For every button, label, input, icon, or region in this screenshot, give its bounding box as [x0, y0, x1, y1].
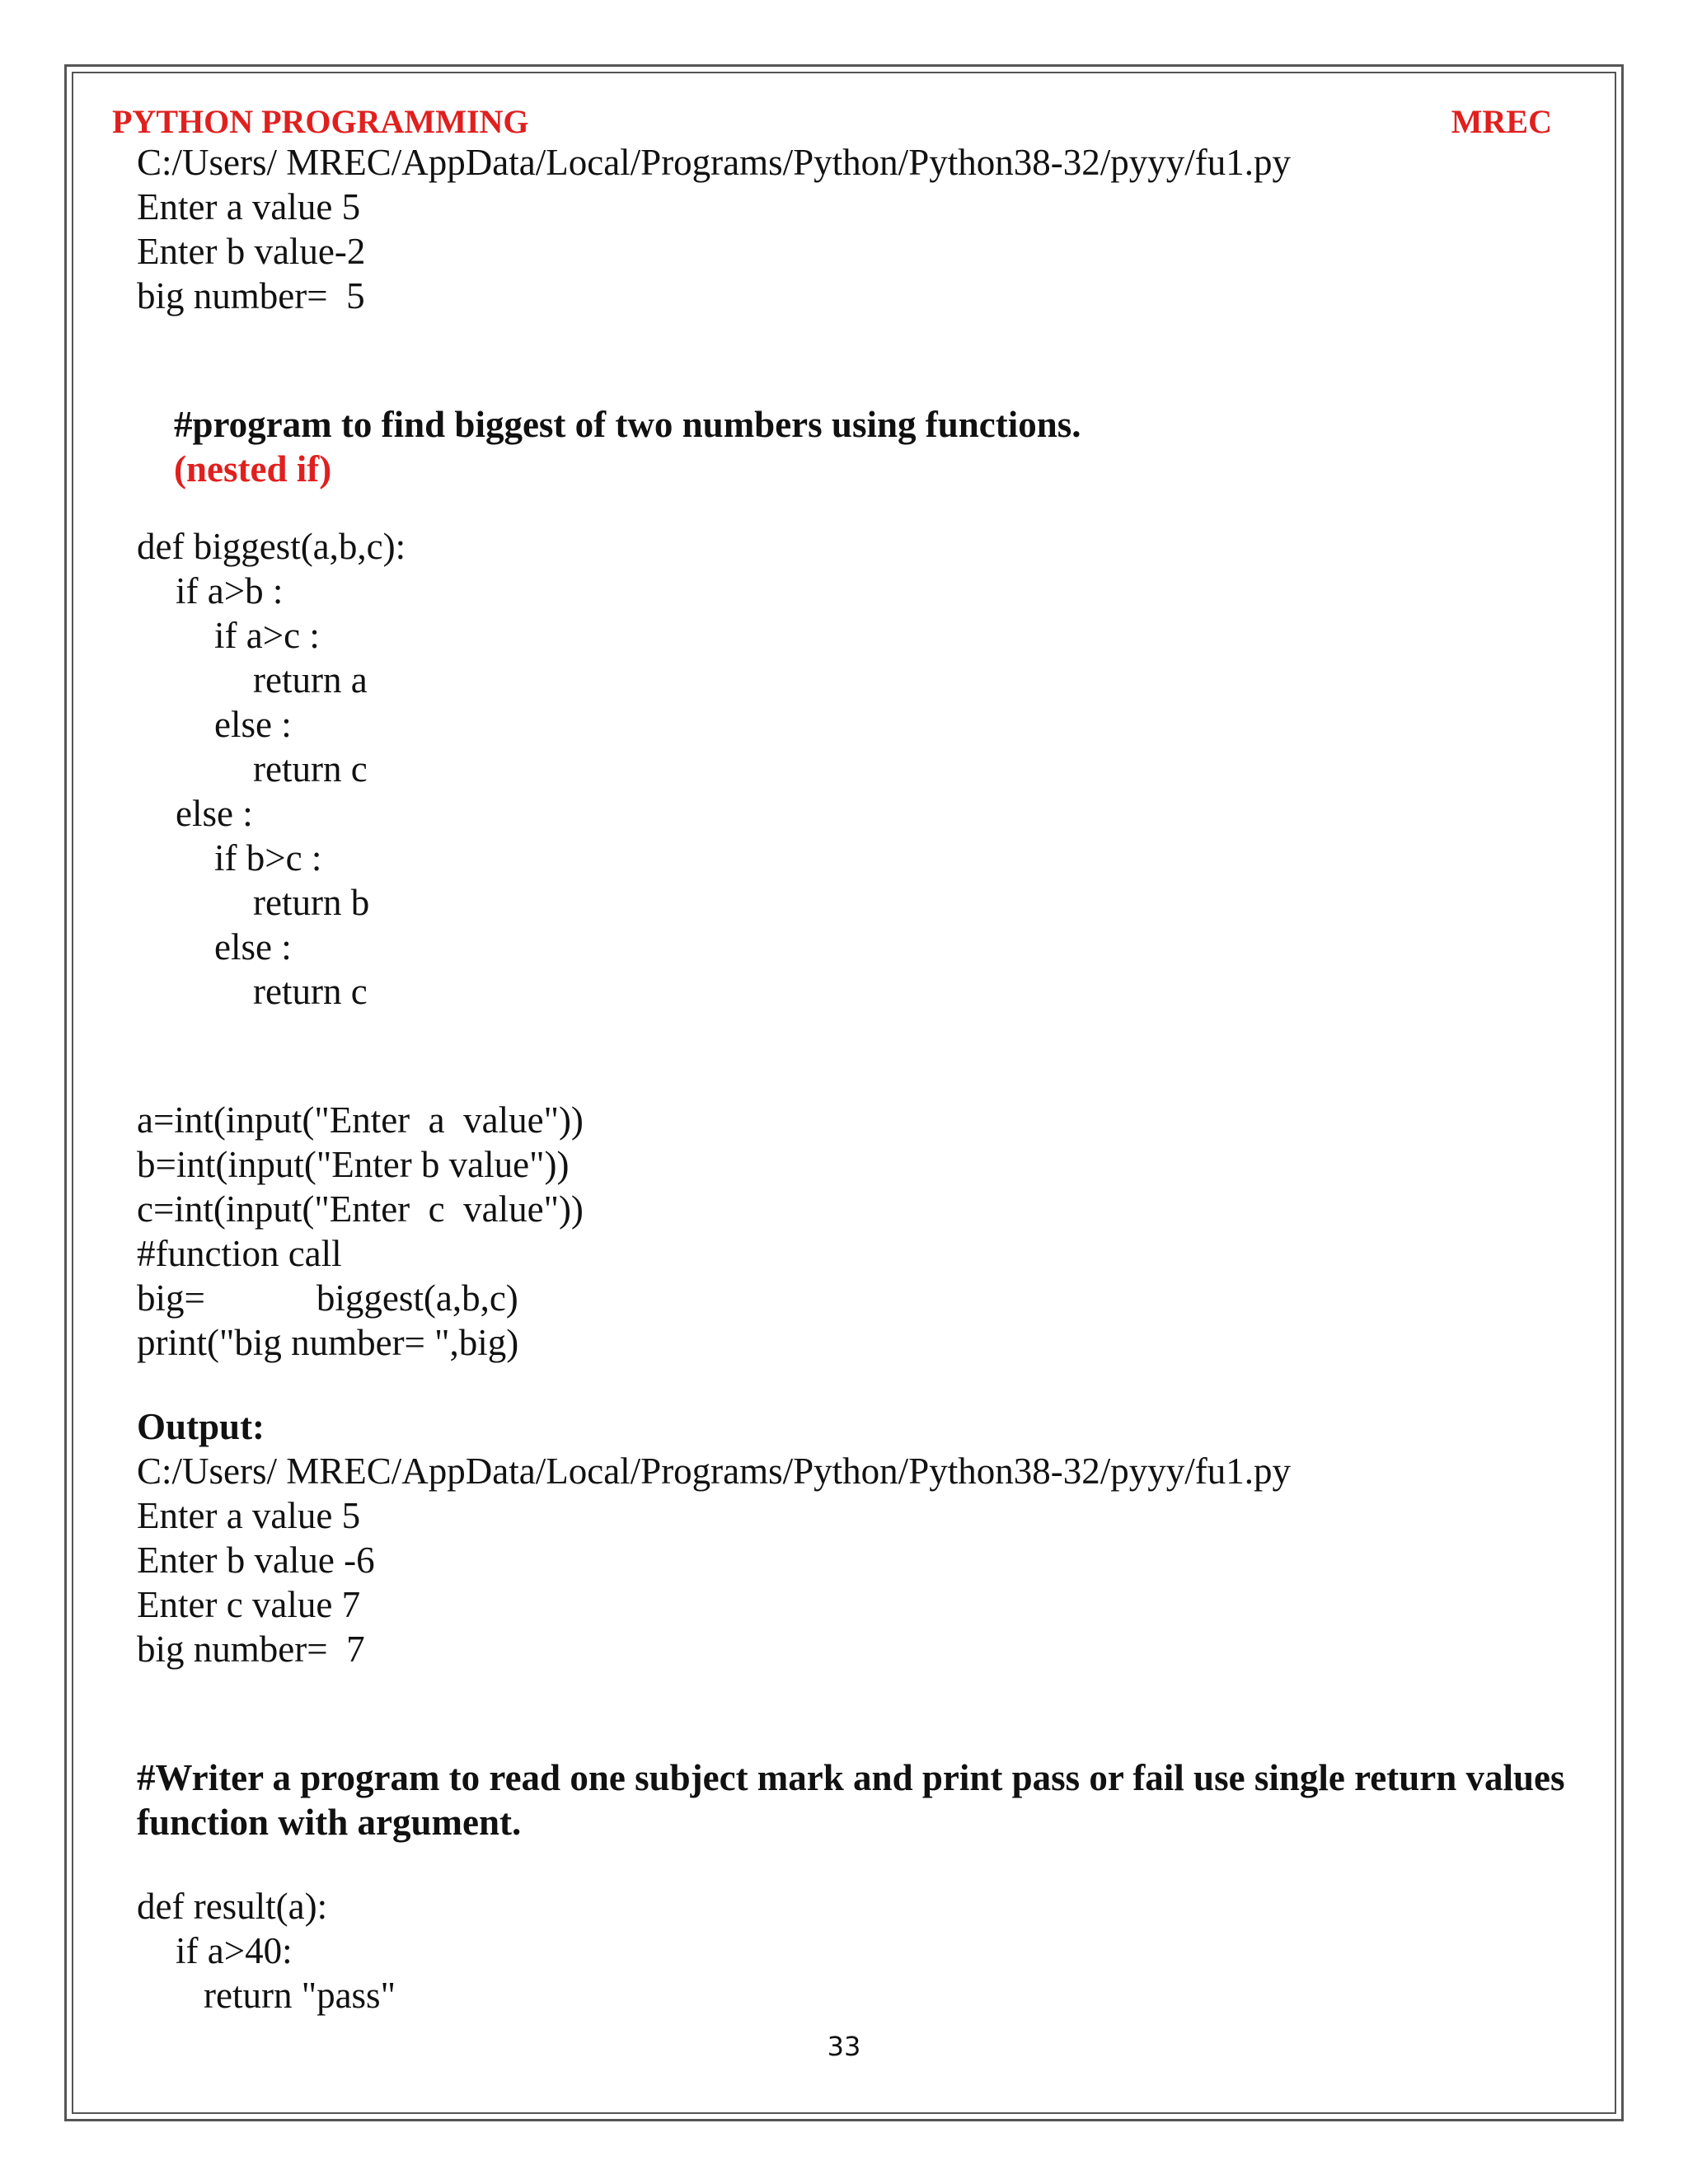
- header-institution: MREC: [1451, 103, 1552, 140]
- code-line: if b>c :: [214, 837, 322, 879]
- page-number: 33: [827, 2031, 861, 2062]
- section1-heading: [137, 358, 1571, 490]
- code-line: return c: [253, 748, 368, 790]
- output-line: Enter c value 7: [137, 1584, 361, 1625]
- code-line: big= biggest(a,b,c): [137, 1277, 518, 1319]
- section1-heading-note: (nested if): [174, 448, 332, 490]
- code-line: return c: [253, 971, 368, 1012]
- code-line: c=int(input("Enter c value")): [137, 1188, 584, 1230]
- code-line: return "pass": [204, 1975, 396, 2016]
- code-line: def biggest(a,b,c):: [137, 526, 406, 567]
- code-line: b=int(input("Enter b value")): [137, 1144, 570, 1185]
- code-line: def result(a):: [137, 1886, 328, 1927]
- output-path: C:/Users/ MREC/AppData/Local/Programs/Python/Python38-32/pyyy/fu1.py: [137, 1451, 1291, 1492]
- code-line: else :: [214, 926, 292, 968]
- page-content: [137, 140, 1571, 2018]
- prev-output-line: big number= 5: [137, 275, 365, 316]
- header-course-title: PYTHON PROGRAMMING: [112, 103, 529, 140]
- output-label: Output:: [137, 1406, 265, 1447]
- code-line: print("big number= ",big): [137, 1322, 519, 1363]
- code-line: else :: [214, 704, 292, 745]
- output-line: Enter a value 5: [137, 1495, 361, 1536]
- output-line: big number= 7: [137, 1629, 365, 1670]
- code-line: a=int(input("Enter a value")): [137, 1099, 584, 1141]
- output-line: Enter b value -6: [137, 1540, 375, 1581]
- code-line: if a>40:: [176, 1930, 293, 1971]
- section1-heading-text: #program to find biggest of two numbers using functions.: [174, 404, 1081, 445]
- section2-heading: #Writer a program to read one subject mark and print pass or fail use single return values function with argument.: [137, 1757, 1565, 1843]
- prev-output-line: Enter b value-2: [137, 231, 366, 272]
- prev-output-line: Enter a value 5: [137, 186, 361, 227]
- code-line: if a>b :: [176, 570, 284, 612]
- code-line: if a>c :: [214, 615, 320, 656]
- code-line: else :: [176, 793, 253, 834]
- code-comment: #function call: [137, 1233, 342, 1274]
- code-line: return b: [253, 882, 370, 923]
- code-line: return a: [253, 659, 368, 701]
- prev-output-path: C:/Users/ MREC/AppData/Local/Programs/Python/Python38-32/pyyy/fu1.py: [137, 142, 1291, 183]
